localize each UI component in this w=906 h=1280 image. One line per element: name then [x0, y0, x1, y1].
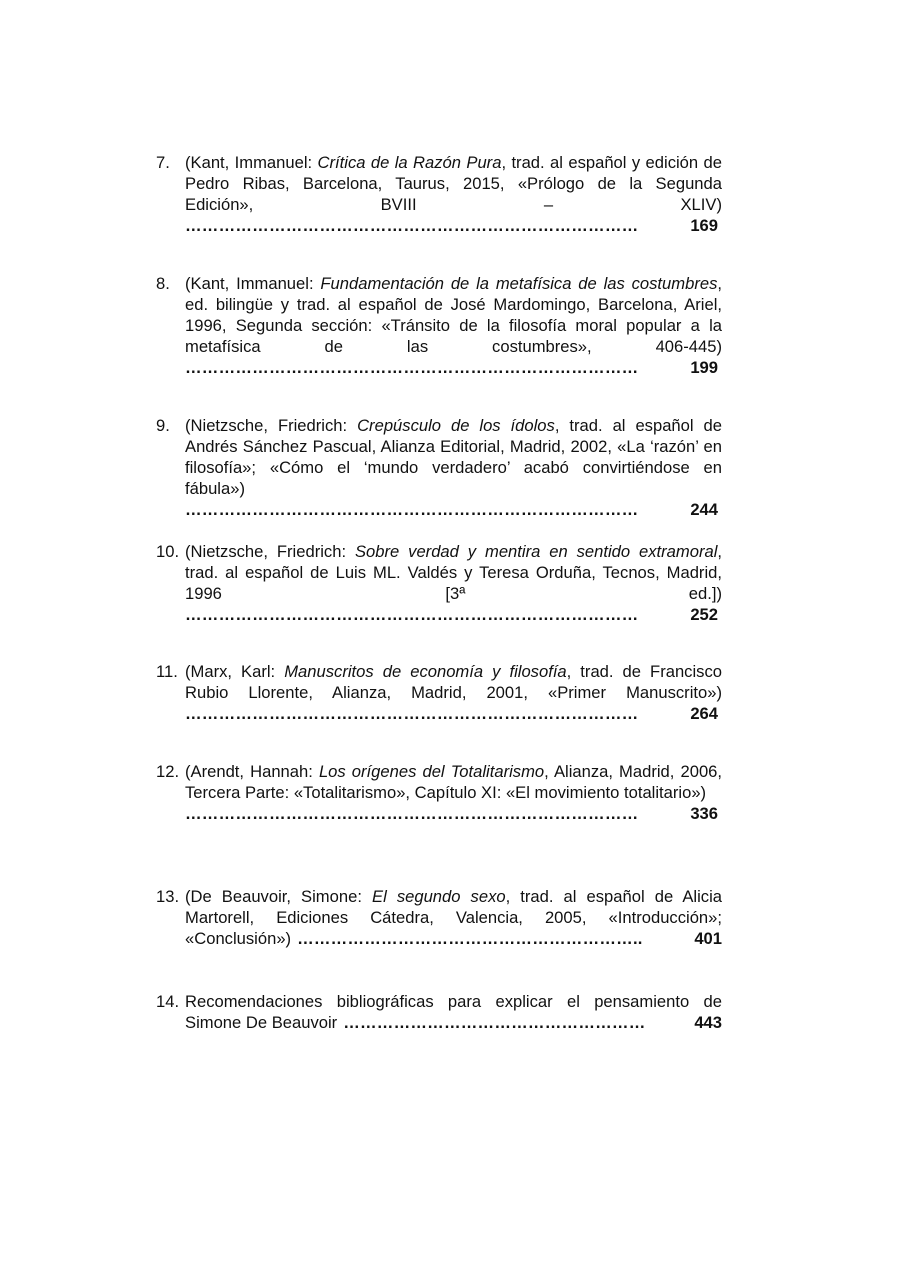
toc-entry — [156, 273, 722, 378]
entry-title: Sobre verdad y mentira en sentido extramoral — [354, 542, 718, 561]
leader-dots: ……………………………………………………………………… — [185, 358, 639, 377]
toc-entry — [156, 152, 722, 236]
toc-entry — [156, 886, 722, 949]
page-number: 169 — [690, 216, 718, 235]
leader-dots: ……………………………………………………………………… — [185, 804, 639, 823]
toc-leader-line — [185, 803, 718, 824]
entry-number: 9. — [156, 416, 170, 435]
entry-text: (Marx, Karl: Manuscritos de economía y filosofía, trad. de Francisco Rubio Llorente, Alianza, Madrid, 2001, «Primer Manuscrito») — [185, 662, 722, 702]
toc-entry — [156, 415, 722, 520]
page-number: 443 — [694, 1013, 722, 1032]
page-number: 264 — [690, 704, 718, 723]
toc-entry — [156, 661, 722, 724]
entry-number: 12. — [156, 762, 180, 781]
entry-number: 13. — [156, 887, 180, 906]
leader-dots: ……………………………………………………………………… — [185, 500, 639, 519]
page-number: 244 — [690, 500, 718, 519]
entry-title: Crítica de la Razón Pura — [317, 153, 502, 172]
page-number: 336 — [690, 804, 718, 823]
entry-text: (Kant, Immanuel: Fundamentación de la metafísica de las costumbres, ed. bilingüe y trad. al español de José Mardomingo, Barcelona, Ariel, 1996, Segunda sección: «Tránsito de la filosofía moral popular a la metafísica de las costumbres», 406-445) — [185, 274, 722, 356]
entry-number: 10. — [156, 542, 180, 561]
entry-text: (De Beauvoir, Simone: El segundo sexo, trad. al español de Alicia Martorell, Ediciones Cátedra, Valencia, 2005, «Introducción»; — [185, 887, 722, 927]
toc-leader-line: «Conclusión») …………………………………………………….. 401 — [185, 929, 722, 948]
toc-leader-line — [185, 703, 718, 724]
page-number: 401 — [694, 929, 722, 948]
toc-entry — [156, 991, 722, 1033]
entry-title: Manuscritos de economía y filosofía — [284, 662, 567, 681]
leader-dots: ……………………………………………… — [343, 1013, 646, 1032]
page-number: 252 — [690, 605, 718, 624]
toc-leader-line — [185, 604, 718, 625]
entry-text: (Arendt, Hannah: Los orígenes del Totalitarismo, Alianza, Madrid, 2006, Tercera Parte: «Totalitarismo», Capítulo XI: «El movimiento totalitario») — [185, 762, 723, 802]
entry-title: Crepúsculo de los ídolos — [357, 416, 555, 435]
toc-leader-line — [185, 499, 718, 520]
toc-entry — [156, 541, 722, 625]
entry-title: El segundo sexo — [372, 887, 506, 906]
toc-leader-line: Simone De Beauvoir ……………………………………………… 443 — [185, 1013, 722, 1032]
toc-leader-line — [185, 357, 718, 378]
entry-title: Fundamentación de la metafísica de las costumbres — [320, 274, 718, 293]
entry-text: (Nietzsche, Friedrich: Sobre verdad y mentira en sentido extramoral, trad. al español de Luis ML. Valdés y Teresa Orduña, Tecnos, Madrid, 1996 [3ª ed.]) — [185, 542, 723, 603]
toc-entry — [156, 761, 722, 824]
entry-title: Los orígenes del Totalitarismo — [318, 762, 545, 781]
leader-dots: ……………………………………………………………………… — [185, 605, 639, 624]
leader-dots: ……………………………………………………………………… — [185, 704, 639, 723]
page-number: 199 — [690, 358, 718, 377]
toc-leader-line — [185, 215, 718, 236]
entry-text: (Kant, Immanuel: Crítica de la Razón Pura, trad. al español y edición de Pedro Ribas, Barcelona, Taurus, 2015, «Prólogo de la Segunda Edición», BVIII – XLIV) — [185, 153, 722, 214]
entry-number: 11. — [156, 662, 178, 681]
entry-number: 8. — [156, 274, 170, 293]
entry-text: (Nietzsche, Friedrich: Crepúsculo de los ídolos, trad. al español de Andrés Sánchez Pascual, Alianza Editorial, Madrid, 2002, «La ‘razón’ en filosofía»; «Cómo el ‘mundo verdadero’ acabó convirtiéndose en fábula») — [185, 416, 722, 498]
entry-number: 14. — [156, 992, 180, 1011]
entry-number: 7. — [156, 153, 170, 172]
leader-dots: ……………………………………………………………………… — [185, 216, 639, 235]
entry-text: Recomendaciones bibliográficas para explicar el pensamiento de — [185, 992, 722, 1011]
leader-dots: …………………………………………………….. — [297, 929, 643, 948]
